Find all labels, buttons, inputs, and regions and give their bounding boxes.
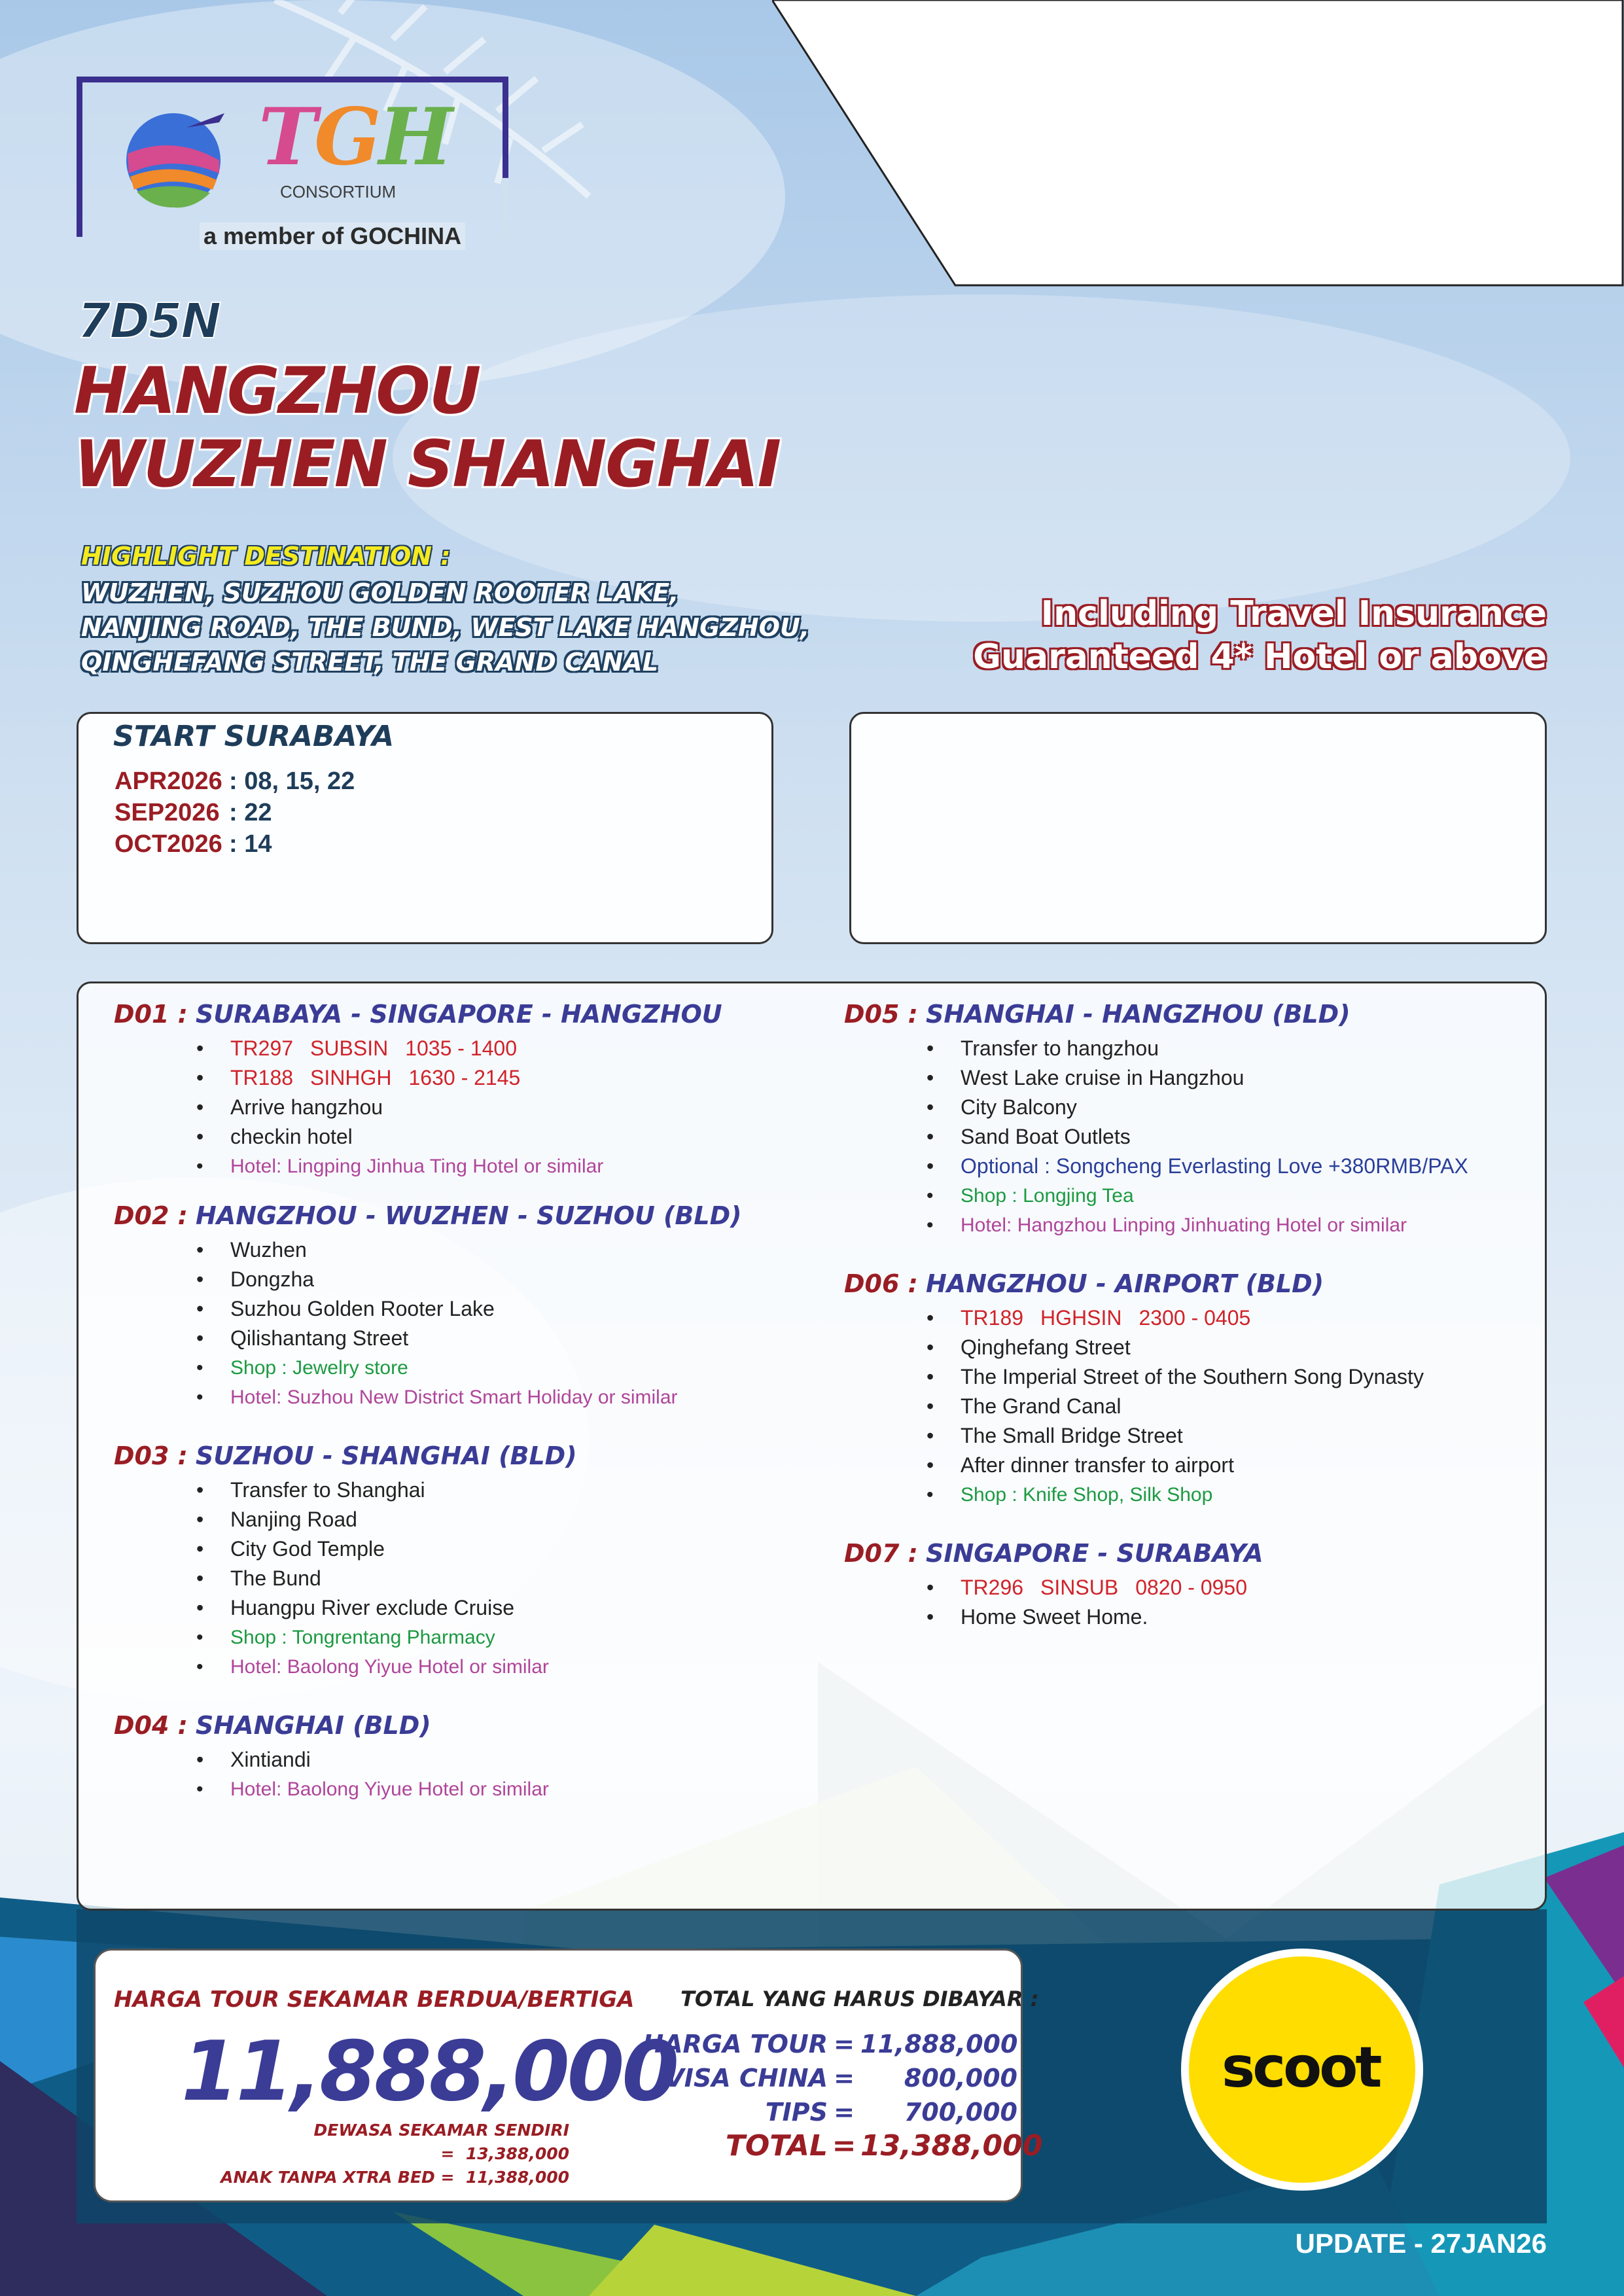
list-item: • Arrive hangzhou — [230, 1093, 722, 1122]
tour-duration: 7D5N — [77, 293, 221, 349]
list-item: • Qinghefang Street — [961, 1333, 1424, 1362]
highlight-label: HIGHLIGHT DESTINATION : — [81, 542, 451, 571]
hotel-item: • Hotel: Baolong Yiyue Hotel or similar — [230, 1652, 577, 1682]
member-tagline: a member of GOCHINA — [200, 222, 465, 250]
itinerary-day-4 — [114, 1711, 549, 1804]
flight-item: • TR296 SINSUB 0820 - 0950 — [961, 1573, 1264, 1602]
itinerary-day-2 — [114, 1201, 742, 1412]
day-header: D07 : SINGAPORE - SURABAYA — [844, 1539, 1263, 1568]
single-supplement: DEWASA SEKAMAR SENDIRI = 13,388,000 — [313, 2121, 569, 2163]
itinerary-day-1 — [114, 1000, 722, 1181]
list-item: • Transfer to hangzhou — [961, 1034, 1468, 1063]
blank-info-box — [849, 712, 1547, 944]
list-item: • Suzhou Golden Rooter Lake — [230, 1294, 742, 1324]
day-header: D02 : HANGZHOU - WUZHEN - SUZHOU (BLD) — [114, 1201, 742, 1230]
airline-logo-badge — [1189, 1956, 1415, 2183]
child-no-bed: ANAK TANPA XTRA BED = 11,388,000 — [221, 2168, 569, 2187]
list-item: • Qilishantang Street — [230, 1324, 742, 1353]
departure-date-list — [115, 766, 355, 860]
shop-item: • Shop : Longjing Tea — [961, 1181, 1468, 1210]
list-item: • Nanjing Road — [230, 1505, 577, 1534]
list-item: • The Grand Canal — [961, 1392, 1424, 1421]
list-item: • Transfer to Shanghai — [230, 1475, 577, 1505]
date-row: SEP2026 : 22 — [115, 799, 272, 826]
departure-city: START SURABAYA — [113, 720, 395, 753]
list-item: • Wuzhen — [230, 1235, 742, 1265]
itinerary-day-5 — [844, 1000, 1468, 1240]
flight-item: • TR188 SINHGH 1630 - 2145 — [230, 1063, 722, 1093]
highlight-line: QINGHEFANG STREET, THE GRAND CANAL — [81, 648, 658, 677]
price-extra — [196, 2119, 569, 2189]
list-item: • checkin hotel — [230, 1122, 722, 1152]
flight-item: • TR189 HGHSIN 2300 - 0405 — [961, 1303, 1424, 1333]
hotel-item: • Hotel: Hangzhou Linping Jinhuating Hotel or similar — [961, 1210, 1468, 1240]
highlight-line: NANJING ROAD, THE BUND, WEST LAKE HANGZHOU, — [81, 613, 810, 642]
tour-title-line2: WUZHEN SHANGHAI — [74, 427, 781, 502]
itinerary-day-3 — [114, 1441, 577, 1682]
price-label: HARGA TOUR SEKAMAR BERDUA/BERTIGA — [114, 1987, 635, 2013]
list-item: • Sand Boat Outlets — [961, 1122, 1468, 1152]
airline-logo — [1181, 1949, 1423, 2191]
airline-name: scoot — [1222, 2035, 1380, 2100]
list-item: • City Balcony — [961, 1093, 1468, 1122]
perk-hotel: Guaranteed 4* Hotel or above — [973, 637, 1547, 677]
update-date: UPDATE - 27JAN26 — [1295, 2228, 1547, 2259]
hotel-item: • Hotel: Suzhou New District Smart Holiday or similar — [230, 1383, 742, 1412]
list-item: • Xintiandi — [230, 1745, 549, 1775]
date-row: APR2026 : 08, 15, 22 — [115, 768, 355, 795]
list-item: • Huangpu River exclude Cruise — [230, 1593, 577, 1623]
list-item: • Dongzha — [230, 1265, 742, 1294]
list-item: • The Imperial Street of the Southern Song Dynasty — [961, 1362, 1424, 1392]
hotel-item: • Hotel: Baolong Yiyue Hotel or similar — [230, 1775, 549, 1804]
day-header: D05 : SHANGHAI - HANGZHOU (BLD) — [844, 1000, 1350, 1029]
day-header: D06 : HANGZHOU - AIRPORT (BLD) — [844, 1269, 1324, 1298]
total-row: TOTAL = 13,388,000 — [725, 2129, 1043, 2163]
list-item: • West Lake cruise in Hangzhou — [961, 1063, 1468, 1093]
optional-item: • Optional : Songcheng Everlasting Love +380RMB/PAX — [961, 1152, 1468, 1181]
tour-title-line1: HANGZHOU — [74, 354, 480, 429]
list-item: • After dinner transfer to airport — [961, 1451, 1424, 1480]
itinerary-day-6 — [844, 1269, 1424, 1510]
total-breakdown — [638, 2027, 1043, 2163]
header-blank-panel — [772, 0, 1624, 287]
day-header: D03 : SUZHOU - SHANGHAI (BLD) — [114, 1441, 577, 1470]
price-main: 11,888,000 — [181, 2023, 677, 2119]
total-label: TOTAL YANG HARUS DIBAYAR : — [680, 1987, 1039, 2011]
brand-subtitle: CONSORTIUM — [280, 182, 397, 202]
hotel-item: • Hotel: Lingping Jinhua Ting Hotel or similar — [230, 1152, 722, 1181]
highlight-destinations — [81, 576, 827, 680]
breakdown-row: TIPS = 700,000 — [765, 2098, 1017, 2127]
breakdown-row: VISA CHINA = 800,000 — [665, 2064, 1017, 2093]
day-header: D01 : SURABAYA - SINGAPORE - HANGZHOU — [114, 1000, 722, 1029]
date-row: OCT2026 : 14 — [115, 830, 272, 858]
flight-item: • TR297 SUBSIN 1035 - 1400 — [230, 1034, 722, 1063]
shop-item: • Shop : Tongrentang Pharmacy — [230, 1623, 577, 1652]
list-item: • The Bund — [230, 1564, 577, 1593]
tour-title — [74, 355, 780, 501]
perk-insurance: Including Travel Insurance — [1040, 594, 1547, 633]
list-item: • Home Sweet Home. — [961, 1602, 1264, 1632]
globe-logo-icon — [121, 108, 226, 213]
day-header: D04 : SHANGHAI (BLD) — [114, 1711, 431, 1740]
list-item: • City God Temple — [230, 1534, 577, 1564]
tour-perks — [973, 592, 1547, 679]
list-item: • The Small Bridge Street — [961, 1421, 1424, 1451]
shop-item: • Shop : Jewelry store — [230, 1353, 742, 1383]
itinerary-day-7 — [844, 1539, 1264, 1632]
shop-item: • Shop : Knife Shop, Silk Shop — [961, 1480, 1424, 1510]
highlight-line: WUZHEN, SUZHOU GOLDEN ROOTER LAKE, — [81, 578, 679, 607]
brand-name: TGH — [258, 91, 451, 183]
breakdown-row: HARGA TOUR = 11,888,000 — [643, 2030, 1018, 2058]
